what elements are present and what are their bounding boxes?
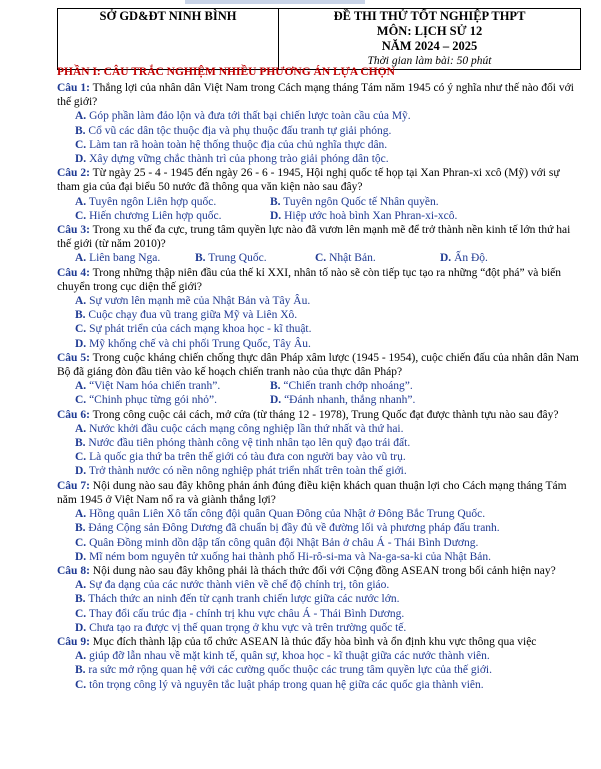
question-text: Nội dung nào sau đây không phản ánh đúng điều kiện khách quan thuận lợi cho Cách mạng tháng Tám năm 1945 ở Việt Nam nổ ra và giành thắng lợi? <box>57 479 567 506</box>
question-7 <box>57 479 581 564</box>
option-d[interactable]: D. Trở thành nước có nền nông nghiệp phát triển nhất trên toàn thế giới. <box>75 465 407 478</box>
question-number: Câu 9: <box>57 635 90 648</box>
option-c[interactable]: C. “Chinh phục từng gói nhỏ”. <box>75 394 217 407</box>
exam-title: ĐỀ THI THỬ TỐT NGHIỆP THPT <box>333 9 526 23</box>
option-c[interactable]: C. Nhật Bản. <box>315 252 376 265</box>
question-number: Câu 1: <box>57 82 90 94</box>
question-4 <box>57 266 581 351</box>
question-3 <box>57 223 581 266</box>
option-d[interactable]: D. Mỹ khống chế và chi phối Trung Quốc, Tây Âu. <box>75 337 311 350</box>
option-c[interactable]: C. Sự phát triển của cách mạng khoa học - kĩ thuật. <box>75 323 312 336</box>
option-a[interactable]: A. Tuyên ngôn Liên hợp quốc. <box>75 195 217 208</box>
option-b[interactable]: B. Trung Quốc. <box>195 252 267 265</box>
option-a[interactable]: A. “Việt Nam hóa chiến tranh”. <box>75 380 221 393</box>
exam-year: NĂM 2024 – 2025 <box>381 39 478 53</box>
question-text: Từ ngày 25 - 4 - 1945 đến ngày 26 - 6 - 1945, Hội nghị quốc tế họp tại Xan Phran-xi xcô (Mỹ) với sự tham gia của đại biểu 50 nước đã thông qua văn kiện nào sau đây? <box>57 167 560 194</box>
question-2 <box>57 166 581 223</box>
question-number: Câu 3: <box>57 224 90 237</box>
option-b[interactable]: B. “Chiến tranh chớp nhoáng”. <box>270 380 413 393</box>
option-a[interactable]: A. Góp phần làm đảo lộn và đưa tới thất bại chiến lược toàn cầu của Mỹ. <box>75 110 411 123</box>
question-text: Mục đích thành lập của tổ chức ASEAN là thúc đẩy hòa bình và ổn định khu vực thông qua việc <box>92 635 537 648</box>
department-name: SỞ GD&ĐT NINH BÌNH <box>58 9 279 70</box>
option-c[interactable]: C. tôn trọng công lý và nguyên tắc luật pháp trong quan hệ giữa các quốc gia thành viên. <box>75 678 484 691</box>
option-c[interactable]: C. Là quốc gia thứ ba trên thế giới có tàu đưa con người bay vào vũ trụ. <box>75 451 406 464</box>
exam-title-block <box>279 9 581 70</box>
option-b[interactable]: B. Cổ vũ các dân tộc thuộc địa và phụ thuộc đấu tranh tự giải phóng. <box>75 124 392 137</box>
option-b[interactable]: B. Thách thức an ninh đến từ cạnh tranh chiến lược giữa các nước lớn. <box>75 593 400 606</box>
question-text: Trong những thập niên đầu của thế kỉ XXI, nhân tố nào sẽ còn tiếp tục tạo ra những “đột phá” và biến chuyển trong cục diện thế giới? <box>57 266 561 293</box>
option-d[interactable]: D. Xây dựng vững chắc thành trì của phong trào giải phóng dân tộc. <box>75 153 389 166</box>
question-1 <box>57 81 581 166</box>
option-d[interactable]: D. Mĩ ném bom nguyên tử xuống hai thành phố Hi-rô-si-ma và Na-ga-sa-ki của Nhật Bản. <box>75 550 491 563</box>
option-a[interactable]: A. giúp đỡ lẫn nhau về mặt kinh tế, quân sự, khoa học - kĩ thuật giữa các nước thành viên. <box>75 650 490 663</box>
question-9 <box>57 635 581 692</box>
option-b[interactable]: B. Nước đầu tiên phóng thành công vệ tinh nhân tạo lên quỹ đạo trái đất. <box>75 437 411 450</box>
option-b[interactable]: B. Đảng Cộng sản Đông Dương đã chuẩn bị đầy đủ về đường lối và phương pháp đấu tranh. <box>75 522 500 535</box>
question-6 <box>57 408 581 479</box>
question-text: Trong xu thế đa cực, trung tâm quyền lực nào đã vươn lên mạnh mẽ để trở thành nền kinh tế lớn thứ hai thế giới (từ năm 2010)? <box>57 224 571 251</box>
option-a[interactable]: A. Liên bang Nga. <box>75 252 161 265</box>
question-number: Câu 8: <box>57 564 90 577</box>
question-number: Câu 2: <box>57 167 90 180</box>
top-decor-strip <box>185 0 365 4</box>
question-text: Trong cuộc kháng chiến chống thực dân Pháp xâm lược (1945 - 1954), cuộc chiến đấu của nhân dân Nam Bộ đã giáng đòn đầu tiên vào kế hoạch chiến tranh nào của thực dân Pháp? <box>57 351 579 379</box>
option-a[interactable]: A. Hồng quân Liên Xô tấn công đội quân Quan Đông của Nhật ở Đông Bắc Trung Quốc. <box>75 508 486 521</box>
option-c[interactable]: C. Làm tan rã hoàn toàn hệ thống thuộc địa của chủ nghĩa thực dân. <box>75 138 388 151</box>
question-number: Câu 7: <box>57 479 90 492</box>
option-c[interactable]: C. Quân Đồng minh dồn dập tấn công quân đội Nhật Bản ở châu Á - Thái Bình Dương. <box>75 536 479 549</box>
option-d[interactable]: D. Hiệp ước hoà bình Xan Phran-xi-xcô. <box>270 209 458 222</box>
option-b[interactable]: B. Cuộc chạy đua vũ trang giữa Mỹ và Liên Xô. <box>75 309 298 322</box>
option-d[interactable]: D. “Đánh nhanh, thắng nhanh”. <box>270 394 416 407</box>
exam-header <box>57 8 581 70</box>
question-text: Trong công cuộc cải cách, mở cửa (từ tháng 12 - 1978), Trung Quốc đạt được thành tựu nào sau đây? <box>92 408 559 421</box>
exam-time: Thời gian làm bài: 50 phút <box>367 55 492 67</box>
question-text: Nội dung nào sau đây không phải là thách thức đối với Cộng đồng ASEAN trong bối cảnh hiện nay? <box>92 564 556 577</box>
section-title: PHẦN I: CÂU TRẮC NGHIỆM NHIỀU PHƯƠNG ÁN LỰA CHỌN <box>57 66 395 78</box>
option-b[interactable]: B. Tuyên ngôn Quốc tế Nhân quyền. <box>270 195 439 208</box>
option-a[interactable]: A. Nước khởi đầu cuộc cách mạng công nghiệp lần thứ nhất và thứ hai. <box>75 422 404 435</box>
question-8 <box>57 564 581 635</box>
question-text: Thắng lợi của nhân dân Việt Nam trong Cách mạng tháng Tám năm 1945 có ý nghĩa như thế nào đối với thế giới? <box>57 82 574 109</box>
exam-subject: MÔN: LỊCH SỬ 12 <box>376 24 483 38</box>
option-b[interactable]: B. ra sức mở rộng quan hệ với các cường quốc thuộc các trung tâm quyền lực của thế giới. <box>75 664 492 677</box>
question-list <box>57 81 581 692</box>
option-d[interactable]: D. Ấn Độ. <box>440 252 488 265</box>
question-number: Câu 4: <box>57 266 90 279</box>
question-number: Câu 5: <box>57 351 90 364</box>
question-5 <box>57 351 581 408</box>
question-number: Câu 6: <box>57 408 90 421</box>
option-d[interactable]: D. Chưa tạo ra được vị thế quan trọng ở khu vực và trên trường quốc tế. <box>75 621 407 634</box>
option-a[interactable]: A. Sự vươn lên mạnh mẽ của Nhật Bản và Tây Âu. <box>75 295 311 308</box>
option-c[interactable]: C. Thay đổi cấu trúc địa - chính trị khu vực châu Á - Thái Bình Dương. <box>75 607 405 620</box>
option-c[interactable]: C. Hiến chương Liên hợp quốc. <box>75 209 222 222</box>
option-a[interactable]: A. Sự đa dạng của các nước thành viên về chế độ chính trị, tôn giáo. <box>75 579 390 592</box>
